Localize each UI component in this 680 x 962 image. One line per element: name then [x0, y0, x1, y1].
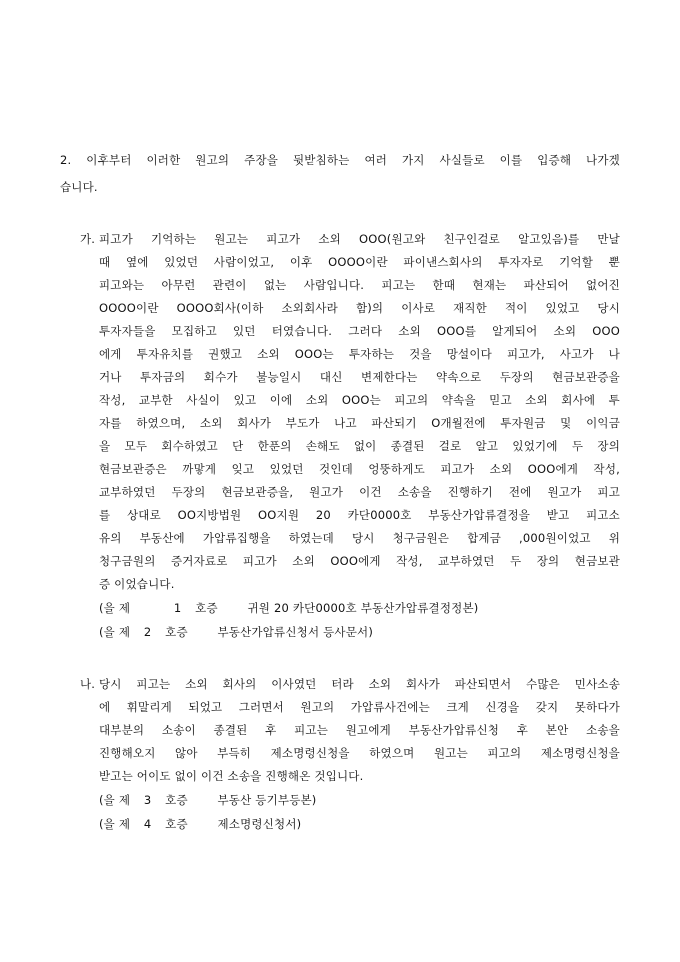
- evidence-label: (을 제: [99, 793, 131, 807]
- section-ga-line: 거나 투자금의 회수가 불능일시 대신 변제한다는 약속으로 두장의 현금보관증을: [99, 370, 620, 384]
- evidence-number: 1: [173, 601, 182, 615]
- section-ga-line: 때 옆에 있었던 사람이었고, 이후 OOOO이란 파이낸스회사의 투자자로 기억할 뿐: [99, 255, 620, 269]
- evidence-label: (을 제: [99, 817, 131, 831]
- section-na-line: 대부분의 소송이 종결된 후 피고는 원고에게 부동산가압류신청 후 본안 소송을: [99, 723, 620, 737]
- evidence-suffix: 호증: [195, 601, 218, 615]
- evidence-description: 부동산가압류신청서 등사문서): [217, 625, 374, 639]
- section-ga-line: 에게 투자유치를 권했고 소외 OOO는 투자하는 것을 망설이다 피고가, 사고가 나: [99, 347, 620, 361]
- section-na-marker: 나.: [80, 677, 96, 691]
- section-ga-marker: 가.: [80, 232, 96, 246]
- section-na-line: 받고는 어이도 없이 이건 소송을 진행해온 것입니다.: [99, 769, 364, 783]
- section-ga-line: 를 상대로 OO지방법원 OO지원 20 카단0000호 부동산가압류결정을 받고 피고소: [99, 508, 620, 522]
- evidence-description: 부동산 등기부등본): [217, 793, 317, 807]
- section-ga-line: 작성, 교부한 사실이 있고 이에 소외 OOO는 피고의 약속을 믿고 소외 회사에 투: [99, 393, 620, 407]
- section-ga-line: 피고가 기억하는 원고는 피고가 소외 OOO(원고와 친구인걸로 알고있음)를 만날: [99, 232, 620, 246]
- evidence-number: 2: [143, 625, 152, 639]
- section-ga-line: 투자자들을 모집하고 있던 터였습니다. 그러다 소외 OOO를 알게되어 소외 OOO: [99, 324, 620, 338]
- section-na-line: 에 휘말리게 되었고 그러면서 원고의 가압류사건에는 크게 신경을 갖지 못하다가: [99, 700, 620, 714]
- section-ga-line: OOOO이란 OOOO회사(이하 소외회사라 함)의 이사로 재직한 적이 있었고 당시: [99, 301, 620, 315]
- evidence-suffix: 호증: [165, 625, 188, 639]
- evidence-label: (을 제: [99, 601, 131, 615]
- evidence-line: [99, 601, 478, 615]
- section-ga-line: 피고와는 아무런 관련이 없는 사람입니다. 피고는 한때 현재는 파산되어 없어진: [99, 278, 620, 292]
- evidence-number: 3: [143, 793, 152, 807]
- section-ga-line: 청구금원의 증거자료로 피고가 소외 OOO에게 작성, 교부하였던 두 장의 현금보관: [99, 554, 620, 568]
- evidence-description: 귀원 20 카단0000호 부동산가압류결정정본): [247, 601, 479, 615]
- section-ga-line: 을 모두 회수하였고 단 한푼의 손해도 없이 종결된 걸로 알고 있었기에 두 장의: [99, 439, 620, 453]
- evidence-description: 제소명령신청서): [217, 817, 302, 831]
- evidence-line: [99, 793, 317, 807]
- evidence-suffix: 호증: [165, 817, 188, 831]
- section-ga-line: 교부하였던 두장의 현금보관증을, 원고가 이건 소송을 진행하기 전에 원고가 피고: [99, 485, 620, 499]
- evidence-label: (을 제: [99, 625, 131, 639]
- section-na-line: 당시 피고는 소외 회사의 이사였던 터라 소외 회사가 파산되면서 수많은 민사소송: [99, 677, 620, 691]
- section-ga-line: 유의 부동산에 가압류집행을 하였는데 당시 청구금원은 합계금 ,000원이었고 위: [99, 531, 620, 545]
- evidence-line: [99, 817, 301, 831]
- intro-line-2: 습니다.: [60, 180, 98, 194]
- section-na-line: 진행해오지 않아 부득히 제소명령신청을 하였으며 원고는 피고의 제소명령신청을: [99, 746, 620, 760]
- evidence-number: 4: [143, 817, 152, 831]
- section-ga-line: 자를 하였으며, 소외 회사가 부도가 나고 파산되기 O개월전에 투자원금 및 이익금: [99, 416, 620, 430]
- evidence-line: [99, 625, 373, 639]
- evidence-suffix: 호증: [165, 793, 188, 807]
- section-ga-line: 현금보관증은 까맣게 잊고 있었던 것인데 엉뚱하게도 피고가 소외 OOO에게 작성,: [99, 462, 620, 476]
- section-ga-line: 증 이었습니다.: [99, 577, 175, 591]
- intro-line-1: 2. 이후부터 이러한 원고의 주장을 뒷받침하는 여러 가지 사실들로 이를 입증해 나가겠: [60, 153, 620, 167]
